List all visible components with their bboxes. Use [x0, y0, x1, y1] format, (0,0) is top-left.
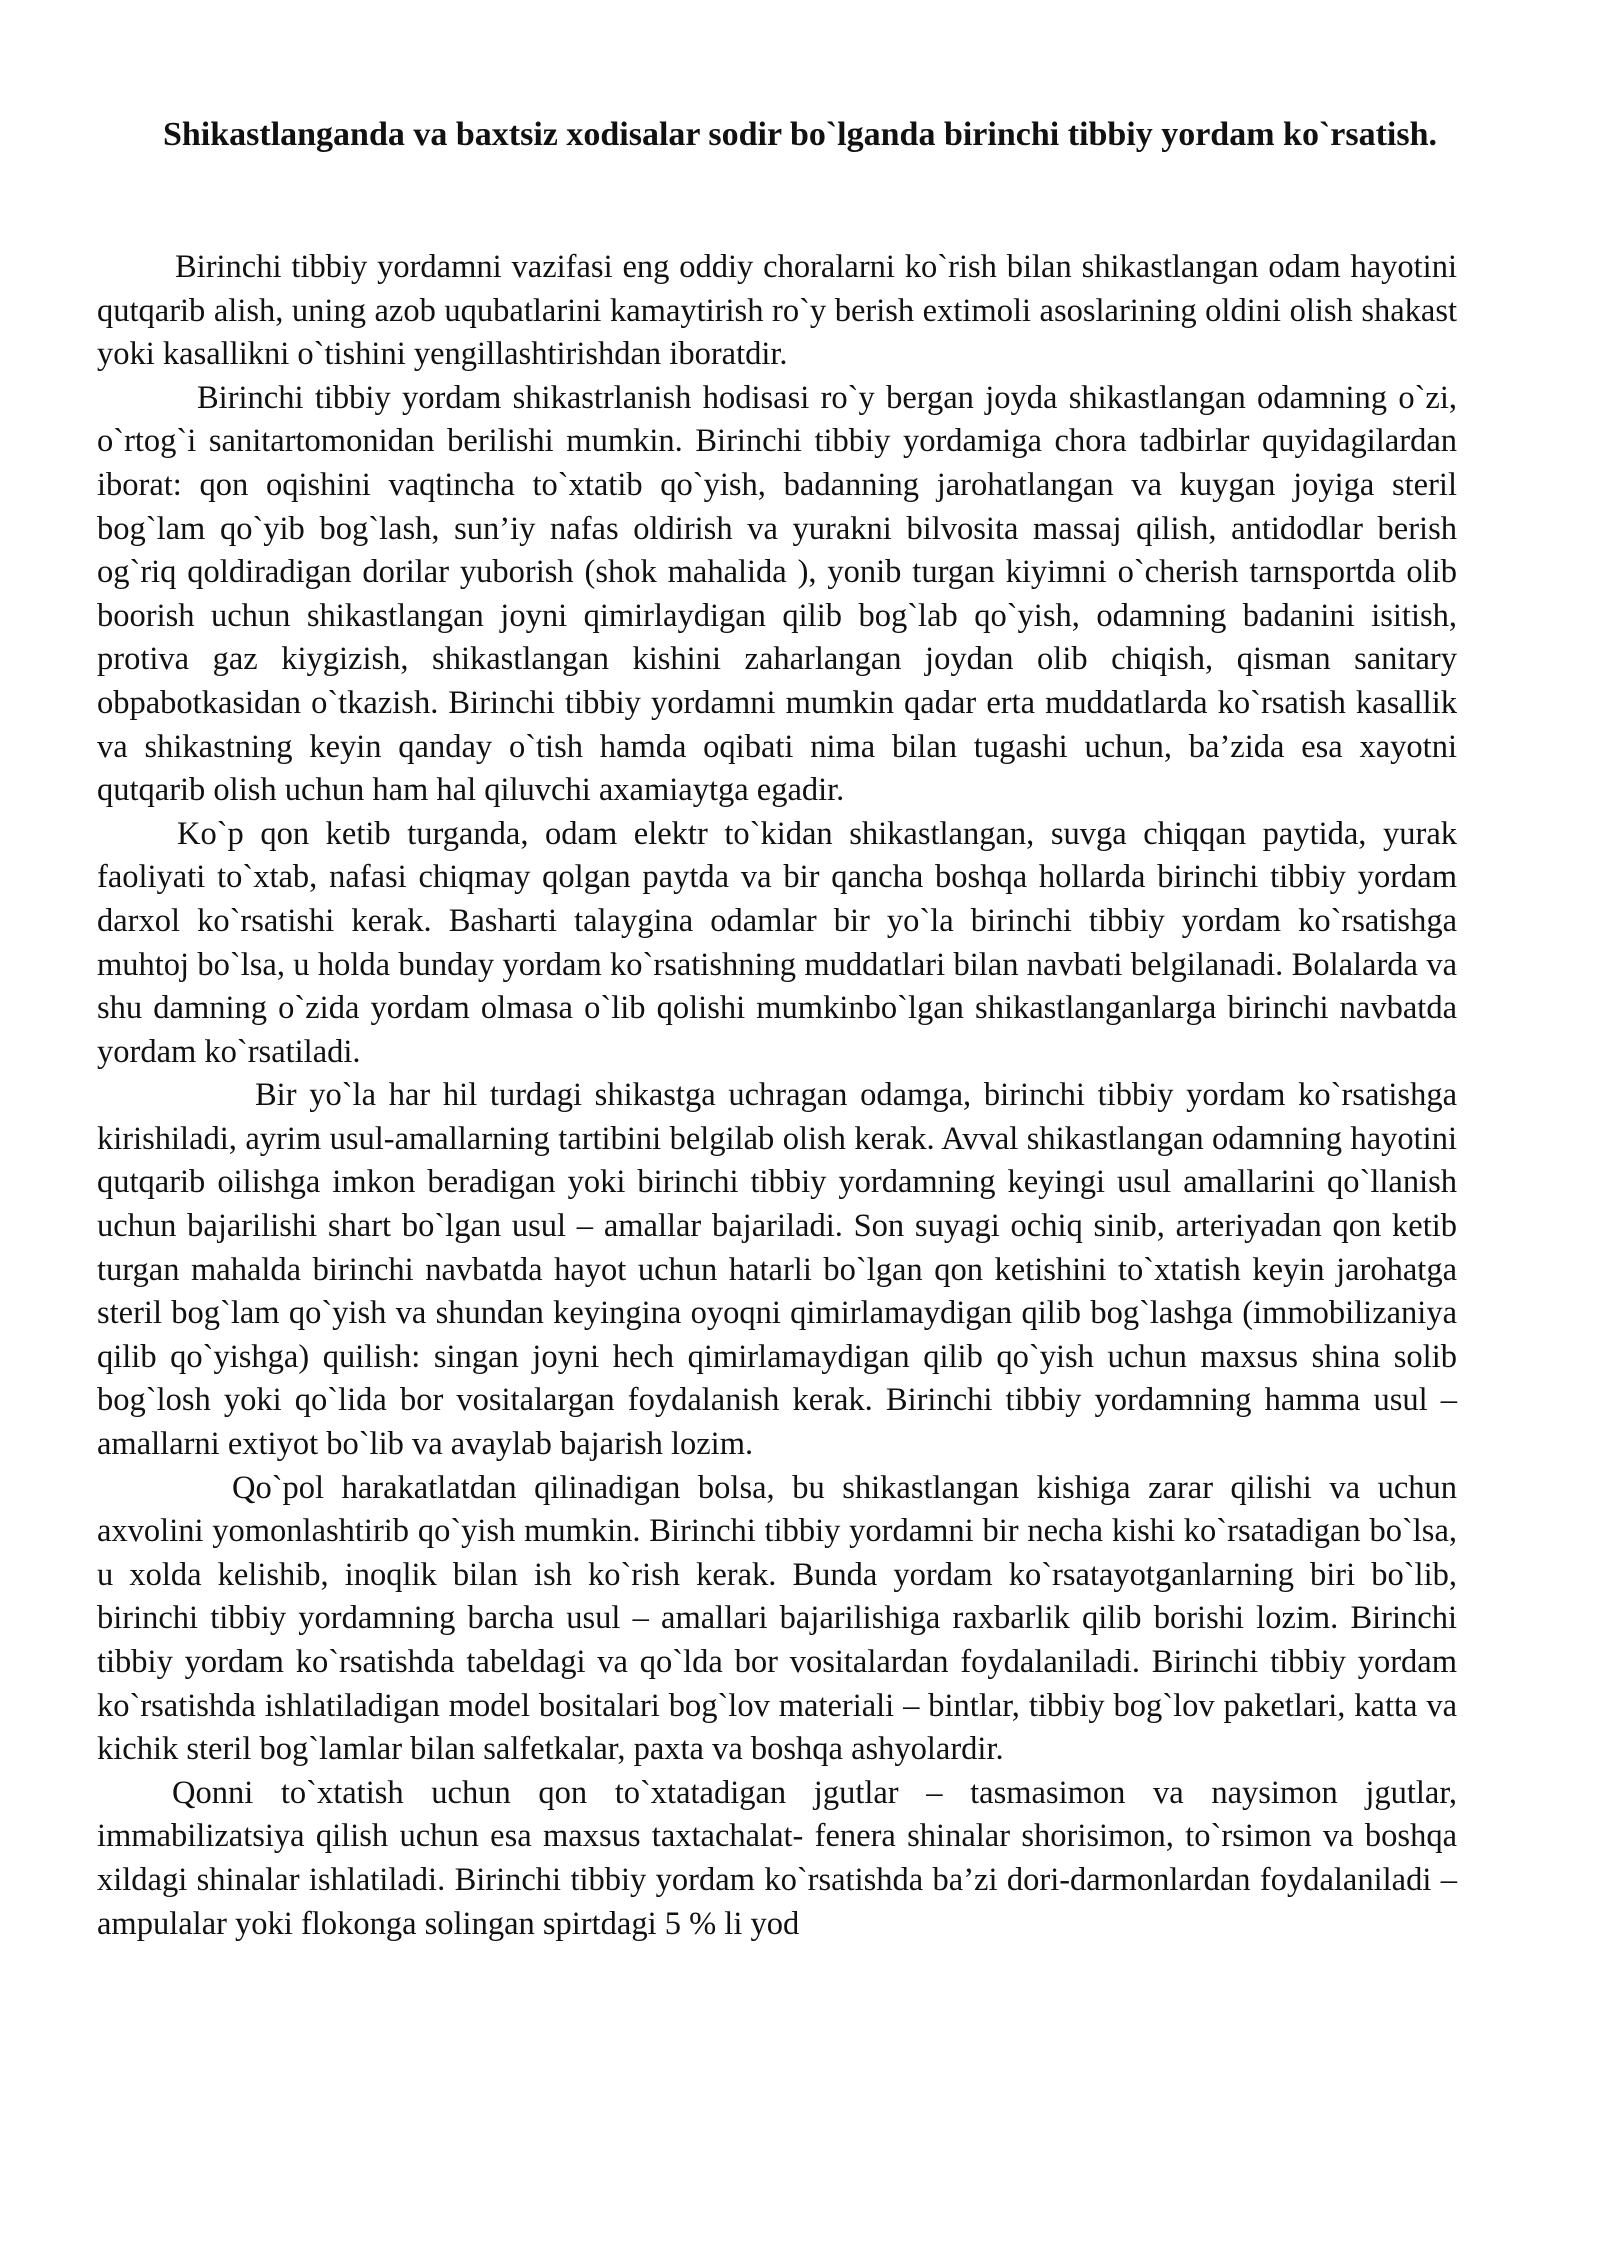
- document-body: [97, 246, 1457, 1946]
- paragraph: Qonni to`xtatish uchun qon to`xtatadigan jgutlar – tasmasimon va naysimon jgutlar, immabilizatsiya qilish uchun esa maxsus taxtachalat- fenera shinalar shorisimon, to`rsimon va boshqa xildagi shinalar ishlatiladi. Birinchi tibbiy yordam ko`rsatishda ba’zi dori-darmonlardan foydalaniladi – ampulalar yoki flokonga solingan spirtdagi 5 % li yod: [97, 1774, 1457, 1942]
- paragraph: Birinchi tibbiy yordamni vazifasi eng oddiy choralarni ko`rish bilan shikastlangan odam hayotini qutqarib alish, uning azob uqubatlarini kamaytirish ro`y berish extimoli asoslarining oldini olish shakast yoki kasallikni o`tishini yengillashtirishdan iboratdir.: [97, 249, 1457, 373]
- document-title: Shikastlanganda va baxtsiz xodisalar sodir bo`lganda birinchi tibbiy yordam ko`rsatish.: [162, 116, 1438, 153]
- paragraph: Bir yo`la har hil turdagi shikastga uchragan odamga, birinchi tibbiy yordam ko`rsatishga kirishiladi, ayrim usul-amallarning tartibini belgilab olish kerak. Avval shikastlangan odamning hayotini qutqarib oilishga imkon beradigan yoki birinchi tibbiy yordamning keyingi usul amallarini qo`llanish uchun bajarilishi shart bo`lgan usul – amallar bajariladi. Son suyagi ochiq sinib, arteriyadan qon ketib turgan mahalda birinchi navbatda hayot uchun hatarli bo`lgan qon ketishini to`xtatish keyin jarohatga steril bog`lam qo`yish va shundan keyingina oyoqni qimirlamaydigan qilib bog`lashga (immobilizaniya qilib qo`yishga) quilish: singan joyni hech qimirlamaydigan qilib qo`yish uchun maxsus shina solib bog`losh yoki qo`lida bor vositalargan foydalanish kerak. Birinchi tibbiy yordamning hamma usul – amallarni extiyot bo`lib va avaylab bajarish lozim.: [97, 1077, 1457, 1463]
- paragraph: Qo`pol harakatlatdan qilinadigan bolsa, bu shikastlangan kishiga zarar qilishi va uchun axvolini yomonlashtirib qo`yish mumkin. Birinchi tibbiy yordamni bir necha kishi ko`rsatadigan bo`lsa, u xolda kelishib, inoqlik bilan ish ko`rish kerak. Bunda yordam ko`rsatayotganlarning biri bo`lib, birinchi tibbiy yordamning barcha usul – amallari bajarilishiga raxbarlik qilib borishi lozim. Birinchi tibbiy yordam ko`rsatishda tabeldagi va qo`lda bor vositalardan foydalaniladi. Birinchi tibbiy yordam ko`rsatishda ishlatiladigan model bositalari bog`lov materiali – bintlar, tibbiy bog`lov paketlari, katta va kichik steril bog`lamlar bilan salfetkalar, paxta va boshqa ashyolardir.: [97, 1469, 1457, 1768]
- paragraph: Birinchi tibbiy yordam shikastrlanish hodisasi ro`y bergan joyda shikastlangan odamning o`zi, o`rtog`i sanitartomonidan berilishi mumkin. Birinchi tibbiy yordamiga chora tadbirlar quyidagilardan iborat: qon oqishini vaqtincha to`xtatib qo`yish, badanning jarohatlangan va kuygan joyiga steril bog`lam qo`yib bog`lash, sun’iy nafas oldirish va yurakni bilvosita massaj qilish, antidodlar berish og`riq qoldiradigan dorilar yuborish (shok mahalida ), yonib turgan kiyimni o`cherish tarnsportda olib boorish uchun shikastlangan joyni qimirlaydigan qilib bog`lab qo`yish, odamning badanini isitish, protiva gaz kiygizish, shikastlangan kishini zaharlangan joydan olib chiqish, qisman sanitary obpabotkasidan o`tkazish. Birinchi tibbiy yordamni mumkin qadar erta muddatlarda ko`rsatish kasallik va shikastning keyin qanday o`tish hamda oqibati nima bilan tugashi uchun, ba’zida esa xayotni qutqarib olish uchun ham hal qiluvchi axamiaytga egadir.: [97, 379, 1457, 809]
- paragraph: Ko`p qon ketib turganda, odam elektr to`kidan shikastlangan, suvga chiqqan paytida, yurak faoliyati to`xtab, nafasi chiqmay qolgan paytda va bir qancha boshqa hollarda birinchi tibbiy yordam darxol ko`rsatishi kerak. Basharti talaygina odamlar bir yo`la birinchi tibbiy yordam ko`rsatishga muhtoj bo`lsa, u holda bunday yordam ko`rsatishning muddatlari bilan navbati belgilanadi. Bolalarda va shu damning o`zida yordam olmasa o`lib qolishi mumkinbo`lgan shikastlanganlarga birinchi navbatda yordam ko`rsatiladi.: [97, 815, 1457, 1070]
